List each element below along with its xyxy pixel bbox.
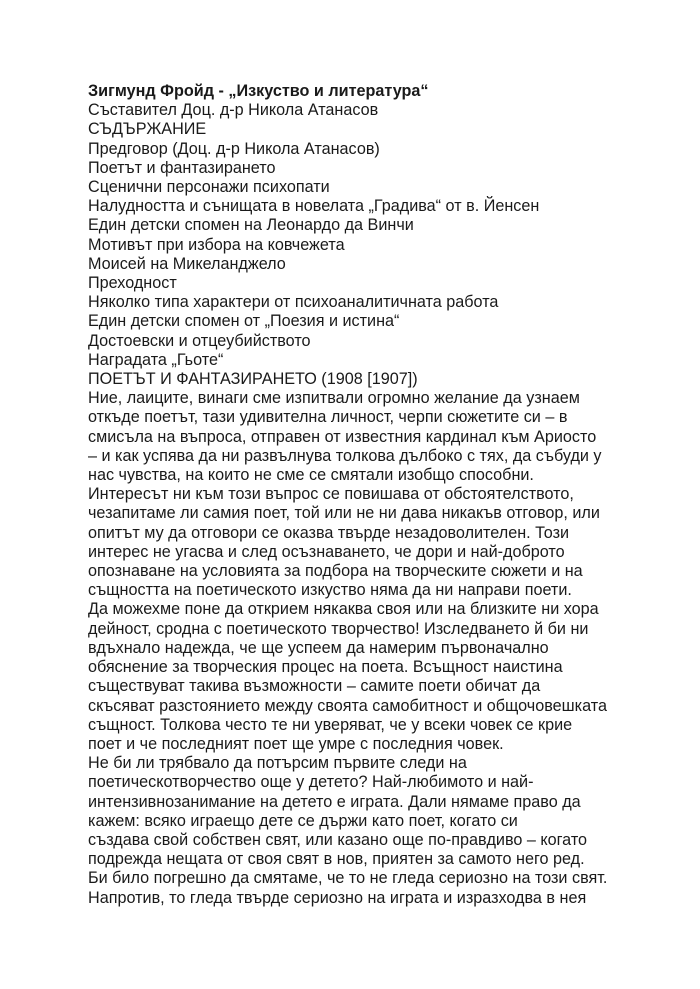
document-title: Зигмунд Фройд - „Изкуство и литература“ — [88, 82, 429, 100]
body-line: създава свой собствен свят, или казано още по-правдиво – когато — [88, 830, 588, 849]
body-line: дейност, сродна с поетическото творчество! Изследването й би ни — [88, 619, 589, 638]
body-line: кажем: всяко играещо дете се държи като поет, когато си — [88, 811, 518, 830]
table-of-contents — [88, 140, 668, 370]
body-line: поетическотворчество още у детето? Най-любимото и най- — [88, 773, 534, 792]
body-line: опознаване на условията за подбора на творческите сюжети и на — [88, 562, 583, 581]
toc-item: Наградата „Гьоте“ — [88, 350, 224, 369]
body-line: смисъла на въпроса, отправен от известния кардинал към Ариосто — [88, 427, 597, 446]
body-line: откъде поетът, тази удивителна личност, черпи сюжетите си – в — [88, 408, 568, 427]
body-text — [88, 389, 668, 907]
body-line: Ние, лаиците, винаги сме изпитвали огромно желание да узнаем — [88, 389, 580, 408]
toc-item: Налудността и сънищата в новелата „Градива“ от в. Йенсен — [88, 197, 540, 216]
body-line: Да можехме поне да открием някаква своя или на близките ни хора — [88, 600, 599, 619]
toc-item: Достоевски и отцеубийството — [88, 331, 311, 350]
toc-item: Моисей на Микеланджело — [88, 254, 286, 273]
toc-item: Преходност — [88, 274, 177, 293]
body-line: опитът му да отговори се оказва твърде незадоволителен. Този — [88, 523, 570, 542]
body-line: същност. Толкова често те ни уверяват, че у всеки човек се крие — [88, 715, 573, 734]
contents-heading: СЪДЪРЖАНИЕ — [88, 120, 207, 139]
toc-item: Един детски спомен от „Поезия и истина“ — [88, 312, 400, 331]
body-line: Напротив, то гледа твърде сериозно на играта и изразходва в нея — [88, 888, 587, 907]
body-line: нас чувства, на които не сме се смятали изобщо способни. — [88, 466, 534, 485]
body-line: Интересът ни към този въпрос се повишава от обстоятелството, — [88, 485, 574, 504]
body-line: интензивнозанимание на детето е играта. Дали нямаме право да — [88, 792, 581, 811]
body-line: обяснение за творческия процес на поета. Всъщност наистина — [88, 658, 563, 677]
body-line: вдъхнало надежда, че ще успеем да намерим първоначално — [88, 638, 549, 657]
toc-item: Поетът и фантазирането — [88, 158, 276, 177]
toc-item: Един детски спомен на Леонардо да Винчи — [88, 216, 414, 235]
toc-item: Мотивът при избора на ковчежета — [88, 235, 345, 254]
toc-item: Няколко типа характери от психоаналитичната работа — [88, 293, 499, 312]
body-line: скъсяват разстоянието между своята самобитност и общочовешката — [88, 696, 607, 715]
document-page — [88, 82, 668, 908]
toc-item: Сценични персонажи психопати — [88, 178, 330, 197]
body-line: Не би ли трябвало да потърсим първите следи на — [88, 754, 467, 773]
body-line: интерес не угасва и след осъзнаването, че дори и най-доброто — [88, 542, 565, 561]
body-line: Би било погрешно да смятаме, че то не гледа сериозно на този свят. — [88, 869, 608, 888]
body-line: поет и че последният поет ще умре с последния човек. — [88, 734, 504, 753]
body-line: подрежда нещата от своя свят в нов, приятен за самото него ред. — [88, 850, 585, 869]
body-line: съществуват такива възможности – самите поети обичат да — [88, 677, 541, 696]
body-line: същността на поетическото изкуство няма да ни направи поети. — [88, 581, 572, 600]
toc-item: Предговор (Доц. д-р Никола Атанасов) — [88, 139, 380, 158]
section-heading: ПОЕТЪТ И ФАНТАЗИРАНЕТО (1908 [1907]) — [88, 370, 418, 389]
body-line: – и как успява да ни развълнува толкова дълбоко с тях, да събуди у — [88, 446, 602, 465]
body-line: чезапитаме ли самия поет, той или не ни дава никакъв отговор, или — [88, 504, 600, 523]
compiler-line: Съставител Доц. д-р Никола Атанасов — [88, 101, 379, 120]
